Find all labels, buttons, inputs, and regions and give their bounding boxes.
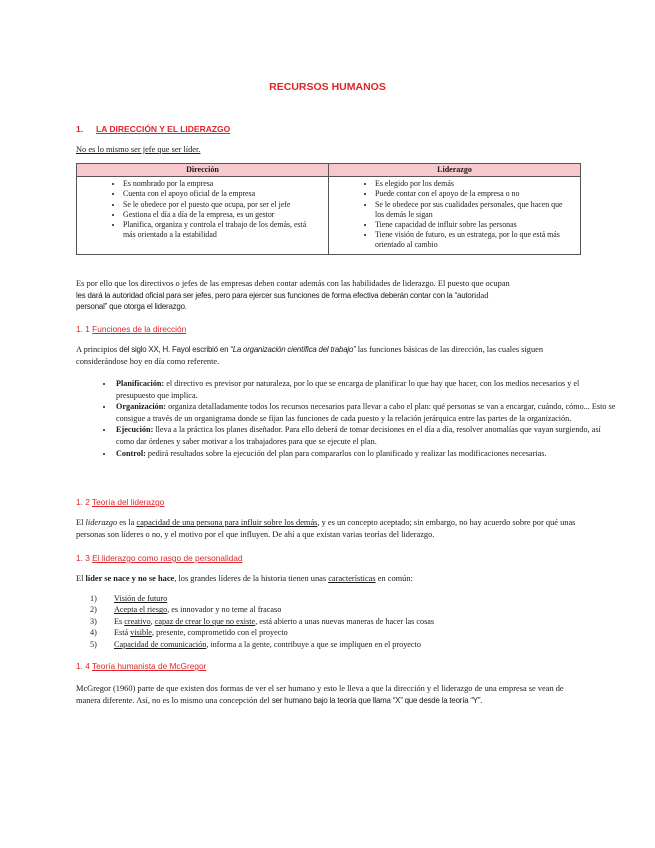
list-item: • Puede contar con el apoyo de la empresa o no [375, 189, 580, 199]
section-1-1-heading: 1. 1 Funciones de la dirección [76, 324, 187, 334]
direccion-cell [77, 177, 329, 254]
caracteristicas-list [76, 593, 581, 650]
list-item: 1) Visión de futuro [90, 594, 168, 603]
intro-text: No es lo mismo ser jefe que ser líder. [76, 145, 201, 154]
section-1-3-heading: 1. 3 El liderazgo como rasgo de personalidad [76, 553, 243, 563]
list-item: • Es nombrado por la empresa [123, 179, 328, 189]
section-1-title: LA DIRECCIÓN Y EL LIDERAZGO [96, 124, 231, 134]
list-item: 4) Está visible, presente, comprometido con el proyecto [90, 628, 288, 638]
section-1-4-heading: 1. 4 Teoría humanista de McGregor [76, 661, 207, 671]
table-header-direccion: Dirección [77, 164, 329, 177]
list-item: • Organización: organiza detalladamente todos los recursos necesarios para llevar a cabo el plan: qué personas se van a encargar, cuándo, cómo... Esto se consigue a través de un organigrama donde se fijan las funciones de cada puesto y la relación jerárquica entre las partes de la organización. [114, 401, 619, 424]
section-1-number: 1. [76, 124, 84, 134]
list-item: 2) Acepta el riesgo, es innovador y no teme al fracaso [90, 605, 282, 615]
paragraph-autoridad: Es por ello que los directivos o jefes de las empresas deben contar además con las habilidades de liderazgo. El puesto que ocupan les dará la autoridad oficial para ser jefes, pero para ejercer sus funciones de forma efectiva deberán contar con la “autoridad personal” que otorga el liderazgo. [76, 279, 510, 312]
paragraph-liderazgo: El liderazgo es la capacidad de una persona para influir sobre los demás, y es un concepto aceptado; sin embargo, no hay acuerdo sobre por qué unas personas son líderes o no, y el motivo por el que influyen. De ahí a que existan varias teorías del liderazgo. [76, 518, 576, 539]
list-item: • Planificación: el directivo es previsor por naturaleza, por lo que se encarga de planificar lo que hay que hacer, con los medios necesarios y el presupuesto que implica. [114, 378, 619, 401]
list-item: 3) Es creativo, capaz de crear lo que no existe, está abierto a unas nuevas maneras de hacer las cosas [90, 616, 435, 626]
list-item: • Gestiona el día a día de la empresa, es un gestor [123, 210, 328, 220]
paragraph-fayol: A principios del siglo XX, H. Fayol escribió en “La organización científica del trabajo” las funciones básicas de las dirección, las cuales siguen considerándose hoy en día como referente. [76, 345, 544, 366]
list-item: • Cuenta con el apoyo oficial de la empresa [123, 189, 328, 199]
list-item: • Planifica, organiza y controla el trabajo de los demás, está más orientado a la estabilidad [123, 220, 328, 240]
section-1-heading [76, 124, 230, 134]
list-item: • Tiene capacidad de influir sobre las personas [375, 220, 580, 230]
section-1-2-heading: 1. 2 Teoría del liderazgo [76, 497, 165, 507]
funciones-list [76, 378, 619, 459]
list-item: • Se le obedece por sus cualidades personales, que hacen que los demás le sigan [375, 200, 580, 220]
list-item: • Control: pedirá resultados sobre la ejecución del plan para compararlos con lo planificado y realizar las modificaciones necesarias. [114, 448, 619, 460]
liderazgo-cell [329, 177, 581, 254]
table-header-liderazgo: Liderazgo [329, 164, 581, 177]
list-item: • Ejecución: lleva a la práctica los planes diseñador. Para ello deberá de tomar decisiones en el día a día, resolver anomalías que vayan surgiendo, así como dar órdenes y saber motivar a los trabajadores para que se ejecute el plan. [114, 424, 619, 447]
comparison-table [76, 163, 581, 255]
list-item: • Tiene visión de futuro, es un estratega, por lo que está más orientado al cambio [375, 230, 580, 250]
list-item: 5) Capacidad de comunicación, informa a la gente, contribuye a que se impliquen en el proyecto [90, 639, 421, 649]
document-title: RECURSOS HUMANOS [269, 81, 386, 93]
paragraph-mcgregor: McGregor (1960) parte de que existen dos formas de ver el ser humano y esto le lleva a que la dirección y el liderazgo de una empresa se vean de manera diferente. Así, no es lo mismo una concepción del ser humano bajo la teoría que llama “X” que desde la teoría “Y”. [76, 684, 564, 705]
paragraph-rasgo: El líder se nace y no se hace, los grandes líderes de la historia tienen unas características en común: [76, 574, 413, 583]
list-item: • Se le obedece por el puesto que ocupa, por ser el jefe [123, 200, 328, 210]
list-item: • Es elegido por los demás [375, 179, 580, 189]
